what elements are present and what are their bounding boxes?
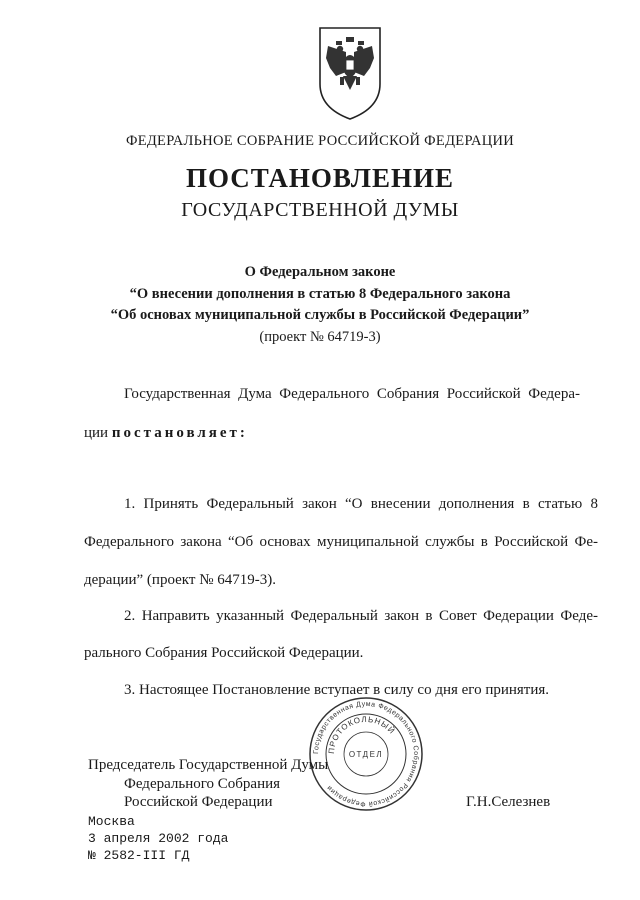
item-1-line-3: дерации” (проект № 64719-3). [84, 572, 276, 588]
document-subtitle: ГОСУДАРСТВЕННОЙ ДУМЫ [181, 199, 459, 221]
subject-line-1: О Федеральном законе [244, 264, 396, 280]
svg-text:ПРОТОКОЛЬНЫЙ: ПРОТОКОЛЬНЫЙ [326, 714, 397, 755]
svg-text:Государственная Дума Федеральн: Государственная Дума Федерального Собрания Российской Федерации [312, 700, 420, 808]
item-1-line-2: Федерального закона “Об основах муниципальной службы в Российской Фе- [84, 534, 598, 550]
stamp-seal-icon [306, 694, 426, 814]
preamble-decree-word: постановляет: [111, 425, 248, 441]
signatory-position-line-3: Российской Федерации [124, 794, 273, 810]
organization-heading: ФЕДЕРАЛЬНОЕ СОБРАНИЕ РОССИЙСКОЙ ФЕДЕРАЦИИ [125, 133, 515, 149]
preamble-line-2-start: ции [84, 425, 109, 441]
svg-text:ОТДЕЛ: ОТДЕЛ [348, 750, 384, 759]
document-city: Москва [88, 814, 135, 829]
item-3-line-1: 3. Настоящее Постановление вступает в силу со дня его принятия. [124, 682, 550, 698]
item-2-line-1: 2. Направить указанный Федеральный закон в Совет Федерации Феде- [124, 608, 598, 624]
subject-line-3: “Об основах муниципальной службы в Российской Федерации” [110, 307, 530, 323]
protocol-department-stamp [306, 694, 426, 814]
subject-line-2: “О внесении дополнения в статью 8 Федерального закона [129, 286, 511, 302]
item-1-line-1: 1. Принять Федеральный закон “О внесении дополнения в статью 8 [124, 496, 598, 512]
signatory-position-line-2: Федерального Собрания [124, 776, 281, 792]
subject-line-4: (проект № 64719-3) [259, 329, 381, 345]
document-title: ПОСТАНОВЛЕНИЕ [185, 163, 455, 193]
preamble-line-2 [84, 425, 600, 442]
item-2-line-2: рального Собрания Российской Федерации. [84, 645, 364, 661]
russian-coat-of-arms-icon [316, 24, 384, 122]
document-date: 3 апреля 2002 года [88, 831, 229, 846]
document-number: № 2582-III ГД [88, 848, 190, 863]
signatory-name: Г.Н.Селезнев [466, 794, 551, 810]
coat-of-arms-emblem [316, 24, 384, 122]
preamble-line-1: Государственная Дума Федерального Собрания Российской Федера- [124, 386, 580, 402]
signatory-position-line-1: Председатель Государственной Думы [88, 757, 329, 773]
